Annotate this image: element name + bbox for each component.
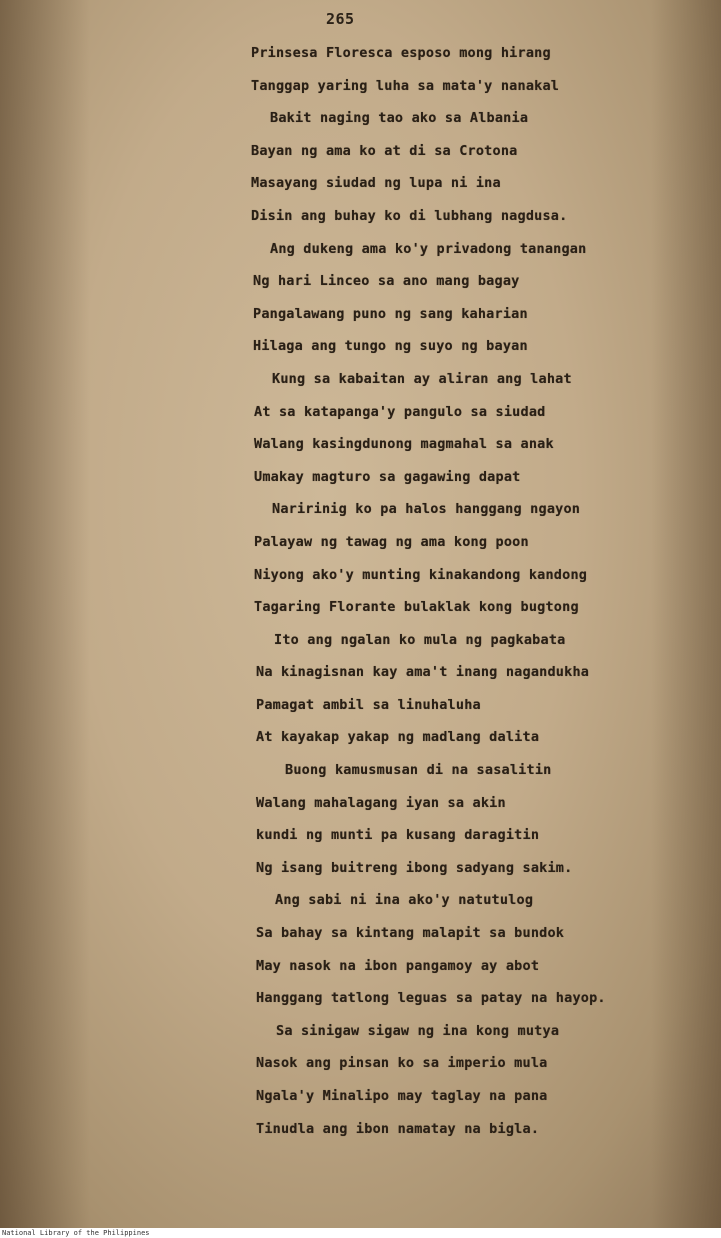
poem-line: Pangalawang puno ng sang kaharian	[253, 305, 528, 322]
page-number: 265	[326, 10, 355, 28]
poem-line: Na kinagisnan kay ama't inang nagandukha	[256, 664, 590, 681]
poem-line: At kayakap yakap ng madlang dalita	[256, 729, 540, 746]
poem-line: May nasok na ibon pangamoy ay abot	[256, 957, 540, 974]
poem-line: Tanggap yaring luha sa mata'y nanakal	[251, 77, 560, 94]
poem-line: Umakay magturo sa gagawing dapat	[254, 468, 521, 485]
poem-line: Naririnig ko pa halos hanggang ngayon	[272, 501, 581, 518]
poem-line: Nasok ang pinsan ko sa imperio mula	[256, 1055, 548, 1072]
poem-line: Ng isang buitreng ibong sadyang sakim.	[256, 859, 573, 876]
poem-line: Pamagat ambil sa linuhaluha	[256, 696, 481, 713]
poem-line: kundi ng munti pa kusang daragitin	[256, 827, 540, 844]
poem-line: Kung sa kabaitan ay aliran ang lahat	[272, 370, 572, 387]
poem-line: Prinsesa Floresca esposo mong hirang	[251, 45, 551, 61]
poem-line: Ang dukeng ama ko'y privadong tanangan	[270, 240, 587, 257]
poem-line: Ang sabi ni ina ako'y natutulog	[275, 892, 534, 909]
poem-line: Tagaring Florante bulaklak kong bugtong	[254, 599, 579, 616]
poem-line: Masayang siudad ng lupa ni ina	[251, 175, 501, 192]
poem-line: At sa katapanga'y pangulo sa siudad	[254, 403, 546, 420]
poem-line: Walang kasingdunong magmahal sa anak	[254, 436, 554, 453]
poem-line: Walang mahalagang iyan sa akin	[256, 794, 506, 811]
poem-line: Disin ang buhay ko di lubhang nagdusa.	[251, 207, 568, 224]
poem-line: Sa sinigaw sigaw ng ina kong mutya	[276, 1022, 560, 1039]
library-credit: National Library of the Philippines	[2, 1229, 150, 1237]
poem-line: Bakit naging tao ako sa Albania	[270, 110, 529, 127]
poem-text-block	[0, 44, 721, 1152]
poem-line: Niyong ako'y munting kinakandong kandong	[254, 566, 588, 583]
poem-line: Sa bahay sa kintang malapit sa bundok	[256, 925, 565, 942]
poem-line: Hilaga ang tungo ng suyo ng bayan	[253, 338, 528, 355]
poem-line: Ng hari Linceo sa ano mang bagay	[253, 273, 520, 290]
poem-line: Bayan ng ama ko at di sa Crotona	[251, 142, 518, 159]
poem-line: Ngala'y Minalipo may taglay na pana	[256, 1088, 548, 1104]
poem-line: Hanggang tatlong leguas sa patay na hayop.	[256, 990, 606, 1007]
poem-line: Tinudla ang ibon namatay na bigla.	[256, 1120, 540, 1137]
poem-line: Palayaw ng tawag ng ama kong poon	[254, 533, 529, 550]
poem-line: Buong kamusmusan di na sasalitin	[285, 762, 552, 779]
poem-line: Ito ang ngalan ko mula ng pagkabata	[274, 631, 566, 648]
